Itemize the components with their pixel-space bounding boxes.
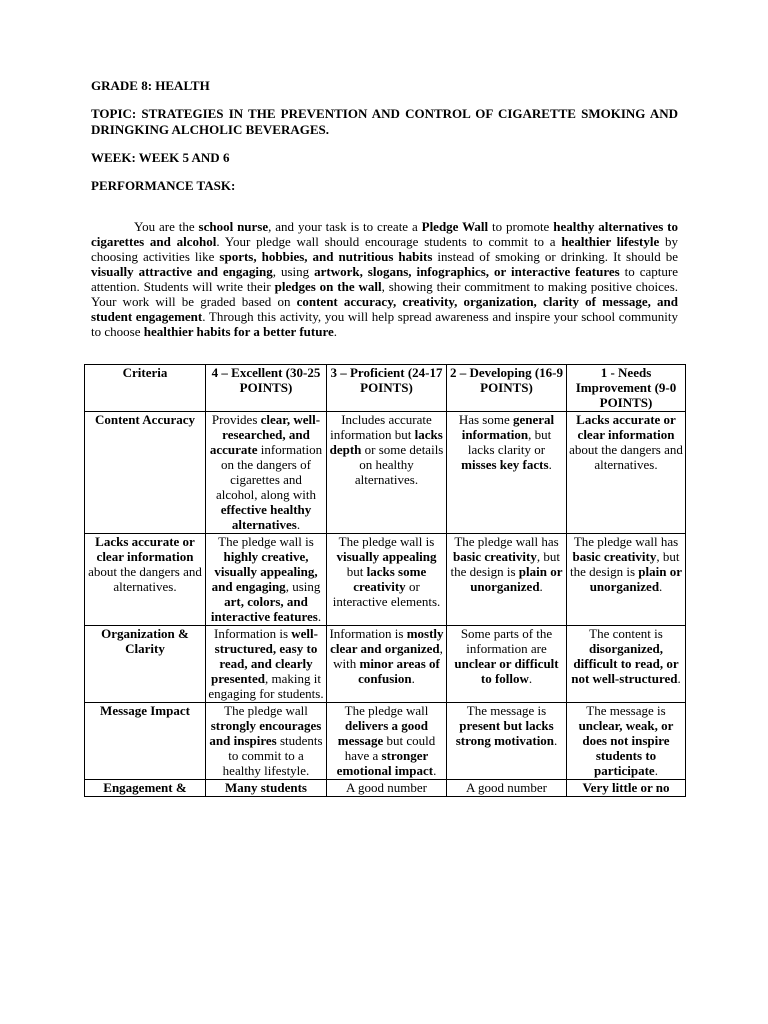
task-text-run: healthy alternatives to cigarettes and alcohol bbox=[91, 219, 678, 249]
cell-text-run: Information is bbox=[329, 626, 407, 641]
cell-text-run: The pledge wall bbox=[224, 703, 308, 718]
cell-text-run: . bbox=[411, 671, 415, 686]
cell-text-run: mostly clear and organized bbox=[330, 626, 444, 656]
cell-developing bbox=[447, 703, 567, 780]
cell-excellent bbox=[206, 703, 327, 780]
cell-text-run: The pledge wall has bbox=[454, 534, 559, 549]
cell-excellent bbox=[206, 534, 327, 626]
cell-text-run: A good number bbox=[346, 780, 427, 795]
cell-text-run: . bbox=[659, 579, 663, 594]
rubric-row bbox=[85, 703, 686, 780]
week-heading: WEEK: WEEK 5 AND 6 bbox=[91, 150, 230, 165]
task-text-run: . Your pledge wall should encourage students to commit to a bbox=[216, 234, 562, 249]
cell-text-run: lacks some creativity bbox=[353, 564, 427, 594]
cell-text-run: but bbox=[346, 564, 367, 579]
cell-text-run: Has some bbox=[458, 412, 513, 427]
performance-task-heading: PERFORMANCE TASK: bbox=[91, 178, 236, 193]
cell-text-run: , using bbox=[285, 579, 321, 594]
task-text-run: by choosing activities like bbox=[91, 234, 679, 264]
cell-developing bbox=[447, 412, 567, 534]
cell-text-run: Very little or no bbox=[582, 780, 670, 795]
cell-needs-improvement bbox=[567, 703, 686, 780]
cell-text-run: . bbox=[539, 579, 543, 594]
cell-text-run: Provides bbox=[211, 412, 261, 427]
task-text-run: , using bbox=[272, 264, 315, 279]
header-excellent: 4 – Excellent (30-25 POINTS) bbox=[206, 365, 327, 412]
cell-text-run: Content Accuracy bbox=[94, 412, 195, 427]
rubric-row bbox=[85, 780, 686, 797]
cell-criteria bbox=[85, 412, 206, 534]
task-text-run: Pledge Wall bbox=[421, 219, 489, 234]
cell-text-run: Many students bbox=[225, 780, 307, 795]
cell-text-run: present but lacks strong motivation bbox=[455, 718, 555, 748]
cell-text-run: stronger emotional impact bbox=[336, 748, 434, 778]
cell-text-run: . bbox=[654, 763, 658, 778]
cell-text-run: , making it engaging for students. bbox=[208, 671, 324, 701]
document-body bbox=[91, 78, 678, 339]
task-text-run: healthier lifestyle bbox=[561, 234, 660, 249]
cell-text-run: Information is bbox=[214, 626, 292, 641]
cell-text-run: . bbox=[317, 609, 322, 624]
cell-text-run: information on the dangers of cigarettes and alcohol, along with bbox=[215, 442, 323, 502]
cell-criteria bbox=[85, 534, 206, 626]
task-text-run: , showing their commitment to making positive choices. Your work will be graded based on bbox=[91, 279, 679, 309]
task-text-run: to capture attention. Students will write their bbox=[91, 264, 678, 294]
task-text-run: healthier habits for a better future bbox=[143, 324, 334, 339]
task-text-run: to promote bbox=[488, 219, 554, 234]
grade-heading: GRADE 8: HEALTH bbox=[91, 78, 210, 93]
cell-text-run: misses key facts bbox=[461, 457, 549, 472]
cell-developing bbox=[447, 780, 567, 797]
cell-text-run: visually appealing bbox=[336, 549, 437, 564]
cell-text-run: but could have a bbox=[344, 733, 436, 763]
cell-text-run: general information bbox=[461, 412, 555, 442]
task-text-run: . bbox=[333, 324, 338, 339]
cell-text-run: , with bbox=[333, 641, 443, 671]
cell-text-run: . bbox=[296, 517, 301, 532]
cell-text-run: well-structured, easy to read, and clearly presented bbox=[211, 626, 318, 686]
rubric-body bbox=[85, 412, 686, 797]
cell-text-run: Lacks accurate or clear information bbox=[576, 412, 676, 442]
header-needs-improvement: 1 - Needs Improvement (9-0 POINTS) bbox=[567, 365, 686, 412]
cell-text-run: lacks depth bbox=[329, 427, 443, 457]
cell-text-run: Includes accurate information but bbox=[330, 412, 432, 442]
cell-criteria bbox=[85, 780, 206, 797]
rubric-table bbox=[84, 364, 686, 797]
cell-proficient bbox=[327, 534, 447, 626]
task-text-run: sports, hobbies, and nutritious habits bbox=[219, 249, 433, 264]
task-text-run: content accuracy, creativity, organization, clarity of message, and student engagement bbox=[91, 294, 678, 324]
task-text-run: instead of smoking or drinking. It should be bbox=[432, 249, 678, 264]
task-text-run: pledges on the wall bbox=[274, 279, 382, 294]
cell-text-run: , but the design is bbox=[570, 549, 680, 579]
cell-text-run: or interactive elements. bbox=[332, 579, 441, 609]
cell-text-run: . bbox=[554, 733, 558, 748]
cell-text-run: Organization & Clarity bbox=[101, 626, 189, 656]
rubric-row bbox=[85, 412, 686, 534]
cell-text-run: The content is bbox=[589, 626, 663, 641]
header-developing: 2 – Developing (16-9 POINTS) bbox=[447, 365, 567, 412]
cell-text-run: Lacks accurate or clear information bbox=[95, 534, 195, 564]
header-proficient: 3 – Proficient (24-17 POINTS) bbox=[327, 365, 447, 412]
cell-text-run: plain or unorganized bbox=[589, 564, 682, 594]
cell-excellent bbox=[206, 780, 327, 797]
cell-excellent bbox=[206, 626, 327, 703]
topic-heading: TOPIC: STRATEGIES IN THE PREVENTION AND CONTROL OF CIGARETTE SMOKING AND DRINGKING ALCHOLIC BEVERAGES. bbox=[91, 106, 678, 137]
cell-text-run: about the dangers and alternatives. bbox=[569, 442, 683, 472]
cell-text-run: or some details on healthy alternatives. bbox=[354, 442, 444, 487]
cell-text-run: basic creativity bbox=[452, 549, 537, 564]
cell-text-run: . bbox=[548, 457, 552, 472]
task-text-run: , and your task is to create a bbox=[268, 219, 422, 234]
cell-text-run: delivers a good message bbox=[337, 718, 429, 748]
cell-text-run: , but lacks clarity or bbox=[467, 427, 552, 457]
cell-text-run: . bbox=[677, 671, 681, 686]
cell-text-run: A good number bbox=[466, 780, 547, 795]
cell-text-run: The pledge wall bbox=[344, 703, 429, 718]
cell-needs-improvement bbox=[567, 626, 686, 703]
cell-text-run: Engagement & bbox=[103, 780, 187, 795]
rubric-row bbox=[85, 626, 686, 703]
header-criteria: Criteria bbox=[85, 365, 206, 412]
cell-text-run: unclear, weak, or does not inspire students to participate bbox=[578, 718, 674, 778]
cell-text-run: The pledge wall is bbox=[218, 534, 314, 549]
cell-text-run: The pledge wall is bbox=[338, 534, 435, 549]
rubric-header-row bbox=[85, 365, 686, 412]
task-description-paragraph bbox=[91, 219, 678, 339]
cell-text-run: art, colors, and interactive features bbox=[210, 594, 318, 624]
cell-text-run: effective healthy alternatives bbox=[220, 502, 312, 532]
cell-needs-improvement bbox=[567, 534, 686, 626]
cell-text-run: . bbox=[528, 671, 533, 686]
cell-text-run: Some parts of the information are bbox=[460, 626, 553, 656]
cell-text-run: Message Impact bbox=[100, 703, 190, 718]
cell-text-run: highly creative, visually appealing, and engaging bbox=[211, 549, 318, 594]
cell-developing bbox=[447, 534, 567, 626]
cell-text-run: students to commit to a healthy lifestyle. bbox=[222, 733, 323, 778]
cell-text-run: The message is bbox=[586, 703, 666, 718]
cell-proficient bbox=[327, 780, 447, 797]
rubric-row bbox=[85, 534, 686, 626]
cell-needs-improvement bbox=[567, 412, 686, 534]
cell-criteria bbox=[85, 626, 206, 703]
cell-excellent bbox=[206, 412, 327, 534]
cell-proficient bbox=[327, 626, 447, 703]
task-text-run: school nurse bbox=[198, 219, 269, 234]
task-text-run: visually attractive and engaging bbox=[91, 264, 273, 279]
cell-criteria bbox=[85, 703, 206, 780]
cell-text-run: about the dangers and alternatives. bbox=[88, 564, 202, 594]
cell-needs-improvement bbox=[567, 780, 686, 797]
cell-text-run: plain or unorganized bbox=[470, 564, 563, 594]
cell-text-run: disorganized, difficult to read, or not well-structured bbox=[571, 641, 679, 686]
cell-text-run: . bbox=[433, 763, 437, 778]
cell-text-run: , but the design is bbox=[450, 549, 560, 579]
cell-text-run: strongly encourages and inspires bbox=[209, 718, 322, 748]
task-text-run: artwork, slogans, infographics, or interactive features bbox=[314, 264, 620, 279]
task-text-run: You are the bbox=[134, 219, 199, 234]
cell-text-run: minor areas of confusion bbox=[358, 656, 440, 686]
cell-text-run: clear, well-researched, and accurate bbox=[209, 412, 321, 457]
cell-developing bbox=[447, 626, 567, 703]
cell-proficient bbox=[327, 703, 447, 780]
cell-text-run: The message is bbox=[466, 703, 547, 718]
cell-text-run: The pledge wall has bbox=[573, 534, 679, 549]
task-text-run: . Through this activity, you will help spread awareness and inspire your school community to choose bbox=[91, 309, 678, 339]
cell-text-run: unclear or difficult to follow bbox=[454, 656, 559, 686]
cell-text-run: basic creativity bbox=[572, 549, 657, 564]
cell-proficient bbox=[327, 412, 447, 534]
